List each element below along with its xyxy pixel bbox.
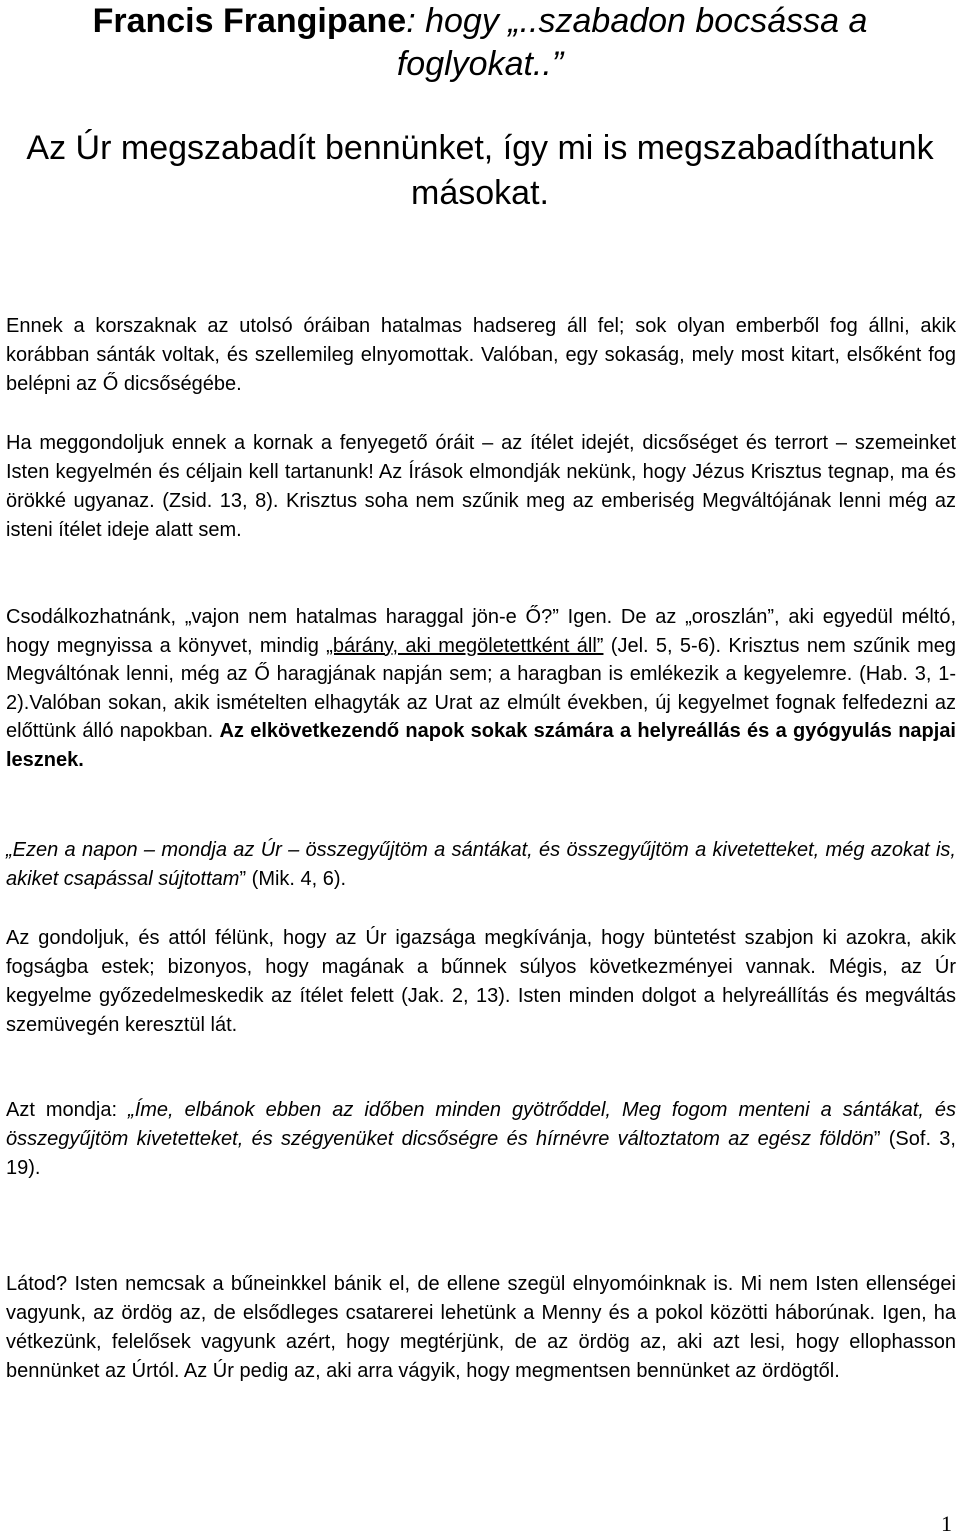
document-subtitle: Az Úr megszabadít bennünket, így mi is megszabadíthatunk másokat.: [26, 129, 934, 212]
paragraph-5: Az gondoljuk, és attól félünk, hogy az Úr igazsága megkívánja, hogy büntetést szabjon ki azokra, akik fogságba estek; bizonyos, hogy magának a bűnnek súlyos következményei vannak. Mégis, az Úr kegyelme győzedelmeskedik az ítélet felett (Jak. 2, 13). Isten minden dolgot a helyreállítás és megváltás szemüvegén keresztül lát.: [6, 927, 956, 1036]
title-author: Francis Frangipane: [92, 2, 407, 40]
paragraph-6-quote: „Íme, elbánok ebben az időben minden gyötrőddel, Meg fogom menteni a sántákat, és összegyűjtöm kivetetteket, és szégyenüket dicsőségre és hírnévre változtatom az egész földön: [6, 1099, 956, 1150]
document-title: [20, 0, 940, 86]
paragraph-6-lead: Azt mondja:: [6, 1099, 129, 1121]
paragraph-3-text-b: (Jel. 5, 5-6). Krisztus nem szűnik meg Megváltónak lenni, még az Ő haragjának napján sem; a haragban is emlékezik a kegyelemre. (Hab. 3, 1-2).Valóban sokan, akik ismételten elhagyták az Urat az elmúlt években, új kegyelmet fognak felfedezni az előttünk álló napokban.: [6, 634, 957, 742]
paragraph-6-reference: ” (Sof. 3, 19).: [6, 1128, 956, 1179]
paragraph-1: Ennek a korszaknak az utolsó óráiban hatalmas hadsereg áll fel; sok olyan emberből fog állni, akik korábban sánták voltak, és szellemileg elnyomottak. Valóban, egy sokaság, mely most kitart, elsőként fog belépni az Ő dicsőségébe.: [6, 315, 956, 395]
paragraph-3-bold: Az elkövetkezendő napok sokak számára a helyreállás és a gyógyulás napjai lesznek.: [6, 720, 956, 771]
paragraph-4: [6, 836, 956, 894]
page-number: 1: [941, 1511, 952, 1536]
paragraph-3: [6, 603, 956, 774]
title-rest: : hogy „..szabadon bocsássa a foglyokat..”: [396, 2, 868, 83]
paragraph-4-quote: „Ezen a napon – mondja az Úr – összegyűjtöm a sántákat, és összegyűjtöm a kivetetteket, még azokat is, akiket csapással sújtottam: [6, 839, 956, 890]
paragraph-4-reference: ” (Mik. 4, 6).: [239, 868, 347, 890]
paragraph-7: Látod? Isten nemcsak a bűneinkkel bánik el, de ellene szegül elnyomóinknak is. Mi nem Isten ellenségei vagyunk, az ördög az, de elsődleges csatarerei lehetünk a Menny és a pokol közötti háborúnak. Igen, ha vétkezünk, felelősek vagyunk azért, hogy megtérjünk, de az ördög az, aki azt lesi, hogy ellophasson bennünket az Úrtól. Az Úr pedig az, aki arra vágyik, hogy megmentsen bennünket az ördögtől.: [6, 1273, 956, 1382]
paragraph-2: Ha meggondoljuk ennek a kornak a fenyegető óráit – az ítélet idejét, dicsőséget és terrort – szemeinket Isten kegyelmén és céljain kell tartanunk! Az Írások elmondják nekünk, hogy Jézus Krisztus tegnap, ma és örökké ugyanaz. (Zsid. 13, 8). Krisztus soha nem szűnik meg az emberiség Megváltójának lenni még az isteni ítélet ideje alatt sem.: [6, 432, 956, 541]
paragraph-6: [6, 1096, 956, 1183]
paragraph-3-text-a: Csodálkozhatnánk, „vajon nem hatalmas haraggal jön-e Ő?” Igen. De az „oroszlán”, aki egyedül méltó, hogy megnyissa a könyvet, mindig: [6, 606, 956, 657]
paragraph-3-underlined: „bárány, aki megöletettként áll”: [326, 634, 604, 657]
